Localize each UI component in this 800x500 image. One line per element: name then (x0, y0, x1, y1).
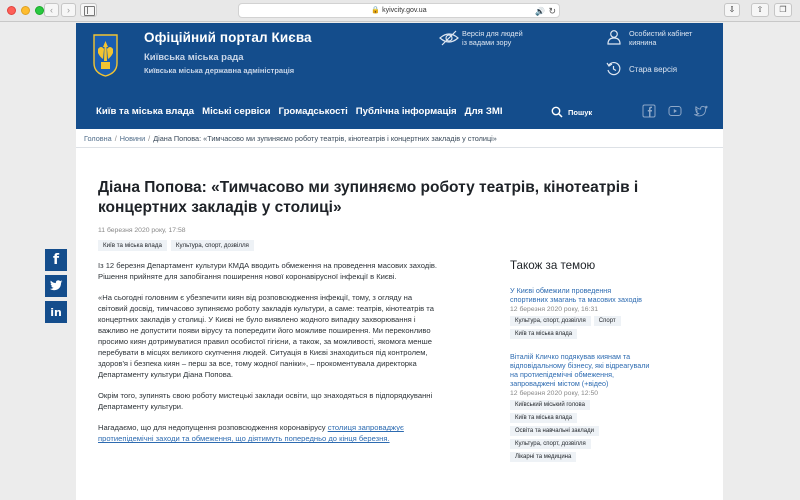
sidebar-toggle-button[interactable] (80, 3, 97, 17)
nav-item-for-media[interactable]: Для ЗМІ (464, 106, 503, 117)
minimize-window-button[interactable] (21, 6, 30, 15)
window-controls (7, 6, 44, 15)
audio-icon[interactable]: 🔊 (535, 7, 545, 16)
zoom-window-button[interactable] (35, 6, 44, 15)
related-item (510, 286, 650, 339)
related-sidebar (510, 259, 650, 475)
tabs-overview-button[interactable]: ❐ (774, 3, 792, 17)
breadcrumb (84, 134, 497, 143)
nav-item-public[interactable]: Громадськості (278, 106, 348, 117)
breadcrumb-home[interactable]: Головна (84, 134, 112, 143)
twitter-icon (49, 280, 63, 292)
article-date: 11 березня 2020 року, 17:58 (98, 227, 186, 234)
nav-item-kyiv-and-city-government[interactable]: Київ та міська влада (96, 106, 195, 117)
user-icon[interactable] (607, 29, 621, 45)
page (76, 23, 723, 500)
site-subtitle-council: Київська міська рада (144, 52, 244, 63)
youtube-icon[interactable] (668, 104, 682, 118)
browser-toolbar (0, 0, 800, 22)
share-button[interactable]: ⇧ (751, 3, 769, 17)
article-paragraph: Окрім того, зупинять свою роботу мистецькі заклади освіти, що знаходяться в підпорядкуванні Департаменту культури. (98, 391, 433, 411)
close-window-button[interactable] (7, 6, 16, 15)
nav-item-public-information[interactable]: Публічна інформація (355, 106, 457, 117)
related-tag[interactable]: Культура, спорт, дозвілля (510, 439, 591, 449)
history-nav (44, 3, 76, 17)
back-button[interactable]: ‹ (44, 3, 59, 17)
share-bar (45, 249, 67, 323)
site-subtitle-admin: Київська міська державна адміністрація (144, 66, 295, 75)
history-icon[interactable] (606, 61, 621, 76)
related-tag[interactable]: Освіта та навчальні заклади (510, 426, 599, 436)
related-tags (510, 316, 650, 339)
breadcrumb-separator: / (114, 134, 117, 143)
related-tag[interactable]: Київ та міська влада (510, 329, 577, 339)
share-linkedin-button[interactable] (45, 301, 67, 323)
related-tag[interactable]: Спорт (594, 316, 621, 326)
breadcrumb-current: Діана Попова: «Тимчасово ми зупиняємо роботу театрів, кінотеатрів і концертних закладів у столиці» (153, 134, 497, 143)
related-tag[interactable]: Лікарні та медицина (510, 452, 576, 462)
related-date: 12 березня 2020 року, 16:31 (510, 306, 599, 313)
linkedin-icon: in (50, 305, 62, 319)
related-link[interactable]: Віталій Кличко подякував киянам та відповідальному бізнесу, які відреагували на протиепідемічні обмеження, запроваджені містом (+відео) (510, 352, 650, 388)
facebook-icon: f (52, 252, 60, 268)
reload-icon[interactable]: ↻ (548, 6, 556, 16)
forward-button[interactable]: › (61, 3, 76, 17)
site-header (76, 23, 723, 129)
nav-item-city-services[interactable]: Міські сервіси (202, 106, 271, 117)
lock-icon: 🔒 (371, 7, 381, 14)
eye-slash-icon[interactable] (439, 28, 459, 48)
personal-account-link[interactable] (629, 30, 692, 47)
related-title: Також за темою (510, 259, 596, 272)
related-link[interactable]: У Києві обмежили проведення спортивних змагань та масових заходів (510, 286, 642, 304)
related-tags (510, 400, 650, 462)
account-label-line2: киянина (629, 37, 657, 47)
article-paragraph: Із 12 березня Департамент культури КМДА вводить обмеження на проведення масових заходів. Рішення прийняте для запобігання поширення нової коронавірусної інфекції в Києві. (98, 261, 438, 281)
breadcrumb-divider (76, 147, 723, 148)
related-date: 12 березня 2020 року, 12:50 (510, 390, 599, 397)
article-tag[interactable]: Київ та міська влада (98, 240, 167, 251)
related-item (510, 352, 650, 462)
related-tag[interactable]: Київський міський голова (510, 400, 590, 410)
main-navigation (96, 106, 503, 117)
browser-actions (751, 3, 792, 17)
search-button[interactable]: Пошук (568, 108, 593, 117)
related-tag[interactable]: Культура, спорт, дозвілля (510, 316, 591, 326)
twitter-icon[interactable] (694, 104, 708, 118)
browser-viewport (0, 23, 800, 500)
vision-label-line2: із вадами зору (462, 37, 512, 47)
facebook-icon[interactable] (642, 104, 656, 118)
old-version-link[interactable]: Стара версія (629, 65, 678, 74)
related-tag[interactable]: Київ та міська влада (510, 413, 577, 423)
article-title: Діана Попова: «Тимчасово ми зупиняємо роботу театрів, кінотеатрів і концертних закладів у столиці» (98, 179, 639, 216)
address-bar[interactable] (238, 3, 560, 18)
search-icon[interactable] (551, 106, 563, 118)
share-facebook-button[interactable] (45, 249, 67, 271)
share-twitter-button[interactable] (45, 275, 67, 297)
article-paragraph: «На сьогодні головним є убезпечити киян від розповсюдження інфекції, тому, з огляду на світовий досвід, тимчасово зупиняємо роботу закладів культури, а саме: театрів, кінотеатрів та концертних закладів у столиці. У Києві не було виявлено жодного випадку захворювання і важливо не допустити появи вірусу та попередити його можливе поширення. Ми переконливо просимо киян дотримуватися правил особистої гігієни, а також, за можливості, якомога менше перебувати в місцях великого скупчення людей. Ситуація в Києві знаходиться під контролем, здоров'я і безпека киян – перш за все, тому жодної паніки», – прокоментувала директорка Департаменту культури Діана Попова. (98, 293, 434, 379)
article-tag[interactable]: Культура, спорт, дозвілля (171, 240, 254, 251)
site-title[interactable]: Офіційний портал Києва (144, 30, 312, 45)
address-url: kyivcity.gov.ua (382, 7, 427, 14)
vision-label-line1: Версія для людей (462, 29, 523, 38)
account-label-line1: Особистий кабінет (629, 29, 693, 38)
downloads-button[interactable]: ⇩ (724, 3, 740, 17)
restrictions-link[interactable]: столиця запроваджує протиепідемічні заходи та обмеження, що діятимуть попередньо до кінця березня. (98, 423, 404, 444)
vision-impaired-version-link[interactable] (462, 30, 523, 47)
reminder-text: Нагадаємо, що для недопущення розповсюдження коронавірусу (98, 423, 328, 433)
breadcrumb-separator: / (148, 134, 151, 143)
article-tags (98, 240, 254, 251)
article-paragraph-last (98, 423, 438, 445)
article-body (98, 261, 438, 456)
breadcrumb-news[interactable]: Новини (119, 134, 146, 143)
kyiv-coat-of-arms-logo[interactable] (93, 33, 118, 77)
